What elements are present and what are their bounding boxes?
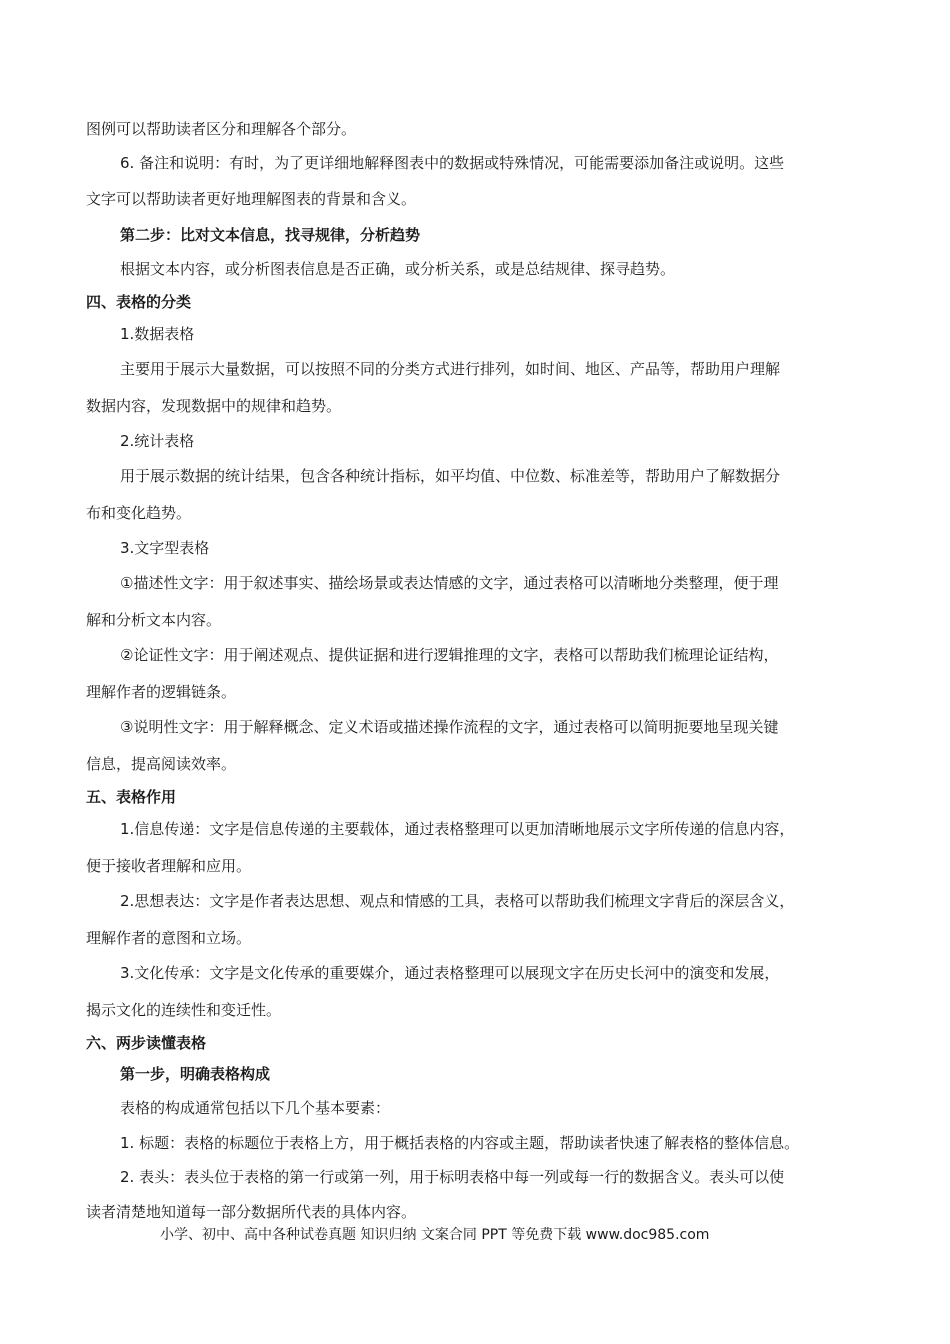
paragraph-line: 理解作者的逻辑链条。 — [86, 683, 237, 701]
paragraph-line: 文字可以帮助读者更好地理解图表的背景和含义。 — [86, 190, 417, 208]
paragraph-line: 2. 表头：表头位于表格的第一行或第一列，用于标明表格中每一列或每一行的数据含义。表头可以使 — [120, 1168, 785, 1186]
paragraph-line: ③说明性文字：用于解释概念、定义术语或描述操作流程的文字，通过表格可以简明扼要地呈现关键 — [120, 718, 779, 736]
section-heading: 六、两步读懂表格 — [86, 1034, 207, 1052]
paragraph-line: 解和分析文本内容。 — [86, 611, 222, 629]
paragraph-line: 读者清楚地知道每一部分数据所代表的具体内容。 — [86, 1203, 417, 1221]
page-footer: 小学、初中、高中各种试卷真题 知识归纳 文案合同 PPT 等免费下载 www.doc985.com — [160, 1227, 710, 1243]
section-heading: 五、表格作用 — [86, 788, 177, 806]
paragraph-line: 主要用于展示大量数据，可以按照不同的分类方式进行排列，如时间、地区、产品等，帮助用户理解 — [120, 360, 781, 378]
paragraph-line: 1.信息传递：文字是信息传递的主要载体，通过表格整理可以更加清晰地展示文字所传递的信息内容， — [120, 820, 795, 838]
paragraph-line: 6. 备注和说明：有时，为了更详细地解释图表中的数据或特殊情况，可能需要添加备注或说明。这些 — [120, 154, 785, 172]
paragraph-line: 数据内容，发现数据中的规律和趋势。 — [86, 397, 342, 415]
paragraph-line: 3.文化传承：文字是文化传承的重要媒介，通过表格整理可以展现文字在历史长河中的演变和发展， — [120, 964, 780, 982]
paragraph-line: 根据文本内容，或分析图表信息是否正确，或分析关系，或是总结规律、探寻趋势。 — [120, 260, 676, 278]
subheading: 1.数据表格 — [120, 325, 195, 343]
paragraph-line: 图例可以帮助读者区分和理解各个部分。 — [86, 120, 357, 138]
step-heading: 第二步：比对文本信息，找寻规律，分析趋势 — [120, 226, 421, 244]
paragraph-line: 表格的构成通常包括以下几个基本要素： — [120, 1099, 391, 1117]
step-heading: 第一步，明确表格构成 — [120, 1065, 271, 1083]
paragraph-line: 理解作者的意图和立场。 — [86, 929, 252, 947]
paragraph-line: 揭示文化的连续性和变迁性。 — [86, 1001, 282, 1019]
paragraph-line: 信息，提高阅读效率。 — [86, 755, 237, 773]
paragraph-line: ①描述性文字：用于叙述事实、描绘场景或表达情感的文字，通过表格可以清晰地分类整理，便于理 — [120, 574, 779, 592]
paragraph-line: 用于展示数据的统计结果，包含各种统计指标，如平均值、中位数、标准差等，帮助用户了解数据分 — [120, 467, 781, 485]
paragraph-line: 2.思想表达：文字是作者表达思想、观点和情感的工具，表格可以帮助我们梳理文字背后的深层含义， — [120, 892, 795, 910]
subheading: 2.统计表格 — [120, 432, 195, 450]
section-heading: 四、表格的分类 — [86, 293, 192, 311]
subheading: 3.文字型表格 — [120, 539, 210, 557]
paragraph-line: 便于接收者理解和应用。 — [86, 857, 252, 875]
paragraph-line: 1. 标题：表格的标题位于表格上方，用于概括表格的内容或主题，帮助读者快速了解表格的整体信息。 — [120, 1134, 800, 1152]
paragraph-line: ②论证性文字：用于阐述观点、提供证据和进行逻辑推理的文字，表格可以帮助我们梳理论证结构， — [120, 646, 779, 664]
paragraph-line: 布和变化趋势。 — [86, 504, 192, 522]
